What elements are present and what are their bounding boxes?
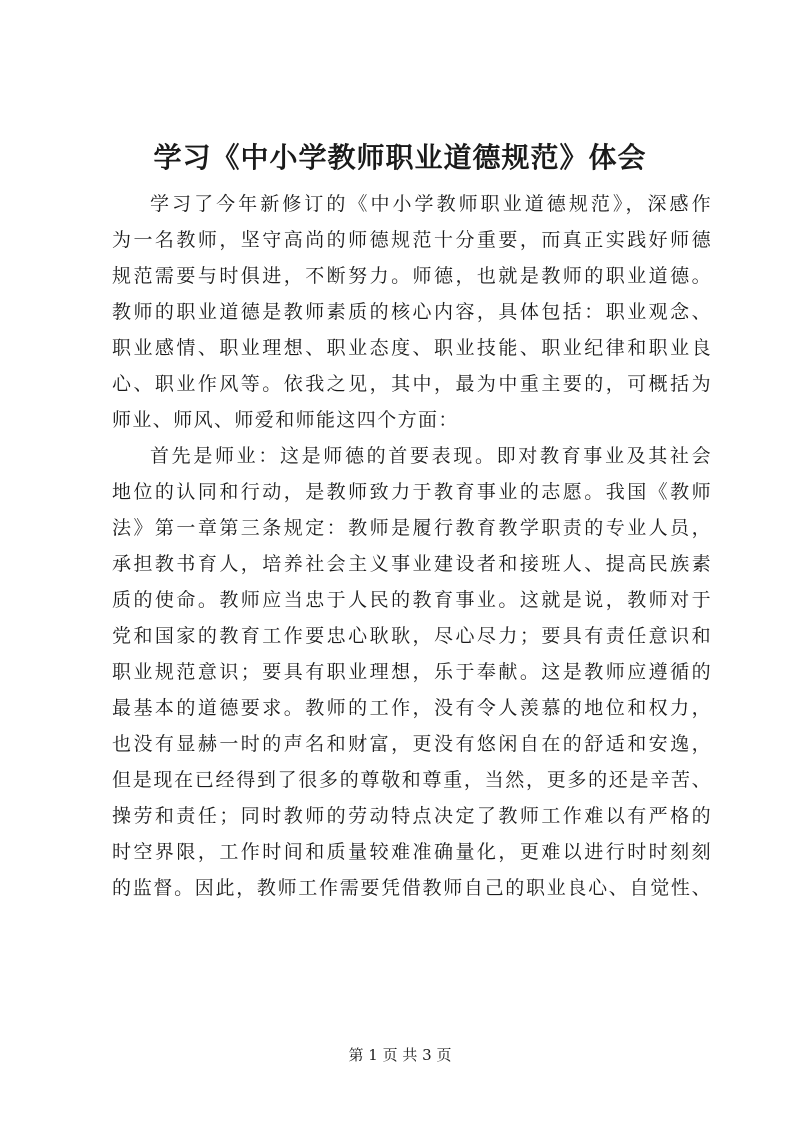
text-line: 师业、师风、师爱和师能这四个方面： — [112, 409, 459, 431]
text-line: 职业规范意识；要具有职业理想，乐于奉献。这是教师应遵循的 — [112, 661, 712, 683]
text-line: 操劳和责任；同时教师的劳动特点决定了教师工作难以有严格的 — [112, 805, 712, 827]
text-line: 的监督。因此，教师工作需要凭借教师自己的职业良心、自觉性、 — [112, 877, 712, 899]
document-title: 学习《中小学教师职业道德规范》体会 — [153, 141, 647, 174]
text-line: 党和国家的教育工作要忠心耿耿，尽心尽力；要具有责任意识和 — [112, 625, 712, 647]
text-line: 法》第一章第三条规定：教师是履行教育教学职责的专业人员， — [112, 517, 712, 539]
text-line: 教师的职业道德是教师素质的核心内容，具体包括：职业观念、 — [112, 301, 712, 323]
text-line: 质的使命。教师应当忠于人民的教育事业。这就是说，教师对于 — [112, 589, 712, 611]
text-line: 承担教书育人，培养社会主义事业建设者和接班人、提高民族素 — [112, 553, 712, 575]
text-line: 规范需要与时俱进，不断努力。师德，也就是教师的职业道德。 — [112, 265, 712, 287]
page-footer: 第 1 页 共 3 页 — [348, 1046, 452, 1064]
text-line: 但是现在已经得到了很多的尊敬和尊重，当然，更多的还是辛苦、 — [112, 769, 712, 791]
text-line: 学习了今年新修订的《中小学教师职业道德规范》，深感作 — [150, 193, 712, 215]
text-line: 时空界限，工作时间和质量较难准确量化，更难以进行时时刻刻 — [112, 841, 712, 863]
text-line: 心、职业作风等。依我之见，其中，最为中重主要的，可概括为 — [112, 373, 712, 395]
text-line: 地位的认同和行动，是教师致力于教育事业的志愿。我国《教师 — [112, 481, 712, 503]
text-line: 首先是师业：这是师德的首要表现。即对教育事业及其社会 — [150, 445, 712, 467]
text-line: 为一名教师，坚守高尚的师德规范十分重要，而真正实践好师德 — [112, 229, 712, 251]
text-line: 也没有显赫一时的声名和财富，更没有悠闲自在的舒适和安逸， — [112, 733, 712, 755]
document-body — [112, 186, 712, 906]
text-line: 职业感情、职业理想、职业态度、职业技能、职业纪律和职业良 — [112, 337, 712, 359]
text-line: 最基本的道德要求。教师的工作，没有令人羡慕的地位和权力， — [112, 697, 712, 719]
